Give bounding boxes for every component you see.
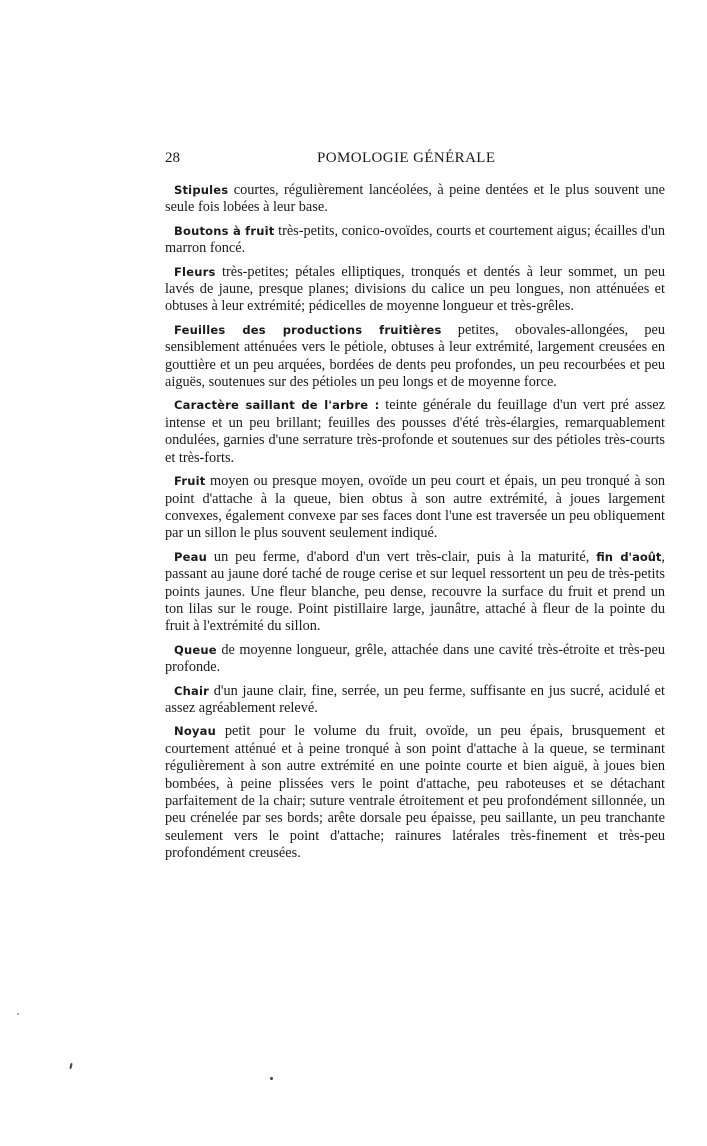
paragraph-term: Feuilles des productions fruitières: [174, 322, 442, 337]
document-page: [165, 150, 665, 869]
paragraph-term: Stipules: [174, 183, 229, 197]
paragraph-noyau: [165, 723, 665, 862]
paragraph-term: Fleurs: [174, 264, 216, 279]
paragraph-text: un peu ferme, d'abord d'un vert très-clair, puis à la maturité,: [206, 548, 597, 565]
paragraph-boutons: [165, 223, 665, 258]
scan-speck: [69, 1063, 72, 1069]
paragraph-term: Queue: [174, 642, 217, 657]
paragraph-term: Boutons à fruit: [174, 223, 275, 238]
paragraph-text: courtes, régulièrement lancéolées, à peine dentées et le plus souvent une seule fois lobées à leur base.: [165, 182, 665, 216]
paragraph-queue: [165, 642, 665, 677]
scan-speck: [270, 1077, 273, 1080]
paragraph-feuilles: [165, 322, 665, 392]
paragraph-fruit: [165, 473, 665, 543]
paragraph-text: teinte générale du feuillage d'un vert pré assez intense et un peu brillant; feuilles des pousses d'été très-élargies, remarquablement ondulées, garnies d'une serrature très-profonde et soutenues sur des pétioles très-courts et très-forts.: [165, 397, 665, 466]
ripening-time: fin d'août: [596, 549, 662, 564]
paragraph-text: petit pour le volume du fruit, ovoïde, un peu épais, brusquement et courtement atténué et à peine tronqué à son point d'attache à la queue, se terminant régulièrement à son autre extrémité en une pointe courte et bien aiguë, à joues bien bombées, à peine plissées vers le point d'attache, peu raboteuses et se détachant parfaitement de la chair; suture ventrale étroitement et peu profondément sillonnée, un peu crénelée par ses bords; arête dorsale peu épaisse, peu saillante, un peu tranchante seulement vers le point d'attache; rainures latérales très-finement et très-peu profondément creusées.: [165, 723, 665, 862]
paragraph-text: très-petits, conico-ovoïdes, courts et courtement aigus; écailles d'un marron foncé.: [165, 222, 665, 257]
page-header: [165, 150, 665, 170]
paragraph-term: Chair: [174, 683, 210, 698]
paragraph-term: Peau: [174, 549, 207, 564]
scan-speck: [17, 1013, 19, 1015]
paragraph-term: Fruit: [174, 474, 206, 489]
paragraph-peau: [165, 549, 665, 636]
paragraph-text: d'un jaune clair, fine, serrée, un peu ferme, suffisante en jus sucré, acidulé et assez agréablement relevé.: [165, 682, 665, 716]
paragraph-chair: [165, 683, 665, 718]
page-number: 28: [165, 150, 180, 166]
paragraph-text: de moyenne longueur, grêle, attachée dans une cavité très-étroite et très-peu profonde.: [165, 641, 665, 676]
paragraph-text: petites, obovales-allongées, peu sensiblement atténuées vers le pétiole, obtuses à leur extrémité, largement creusées en gouttière et un peu arquées, bordées de dents peu profondes, un peu recourbées et peu aiguës, soutenues sur des pétioles un peu longs et de moyenne force.: [165, 321, 665, 391]
paragraph-text: très-petites; pétales elliptiques, tronqués et dentés à leur sommet, un peu lavés de jaune, presque planes; divisions du calice un peu longues, non atténuées et obtuses à leur extrémité; pédicelles de moyenne longueur et très-grêles.: [165, 263, 665, 315]
paragraph-text: moyen ou presque moyen, ovoïde un peu court et épais, un peu tronqué à son point d'attache à la queue, bien obtus à son autre extrémité, à joues largement convexes, également convexe par ses faces dont l'une est traversée un peu obliquement par un sillon le plus souvent seulement indiqué.: [165, 473, 665, 542]
paragraph-text: , passant au jaune doré taché de rouge cerise et sur lequel ressortent un peu de très-petits points jaunes. Une fleur blanche, peu dense, recouvre la surface du fruit et prend un ton lilas sur le rouge. Point pistillaire large, jaunâtre, attaché à fleur de la pointe du fruit à l'extrémité du sillon.: [165, 548, 665, 635]
running-title: POMOLOGIE GÉNÉRALE: [317, 150, 496, 166]
paragraph-stipules: [165, 182, 665, 217]
paragraph-term: Caractère saillant de l'arbre :: [174, 398, 380, 413]
paragraph-caractere: [165, 397, 665, 467]
paragraph-fleurs: [165, 264, 665, 316]
paragraph-term: Noyau: [174, 724, 216, 739]
